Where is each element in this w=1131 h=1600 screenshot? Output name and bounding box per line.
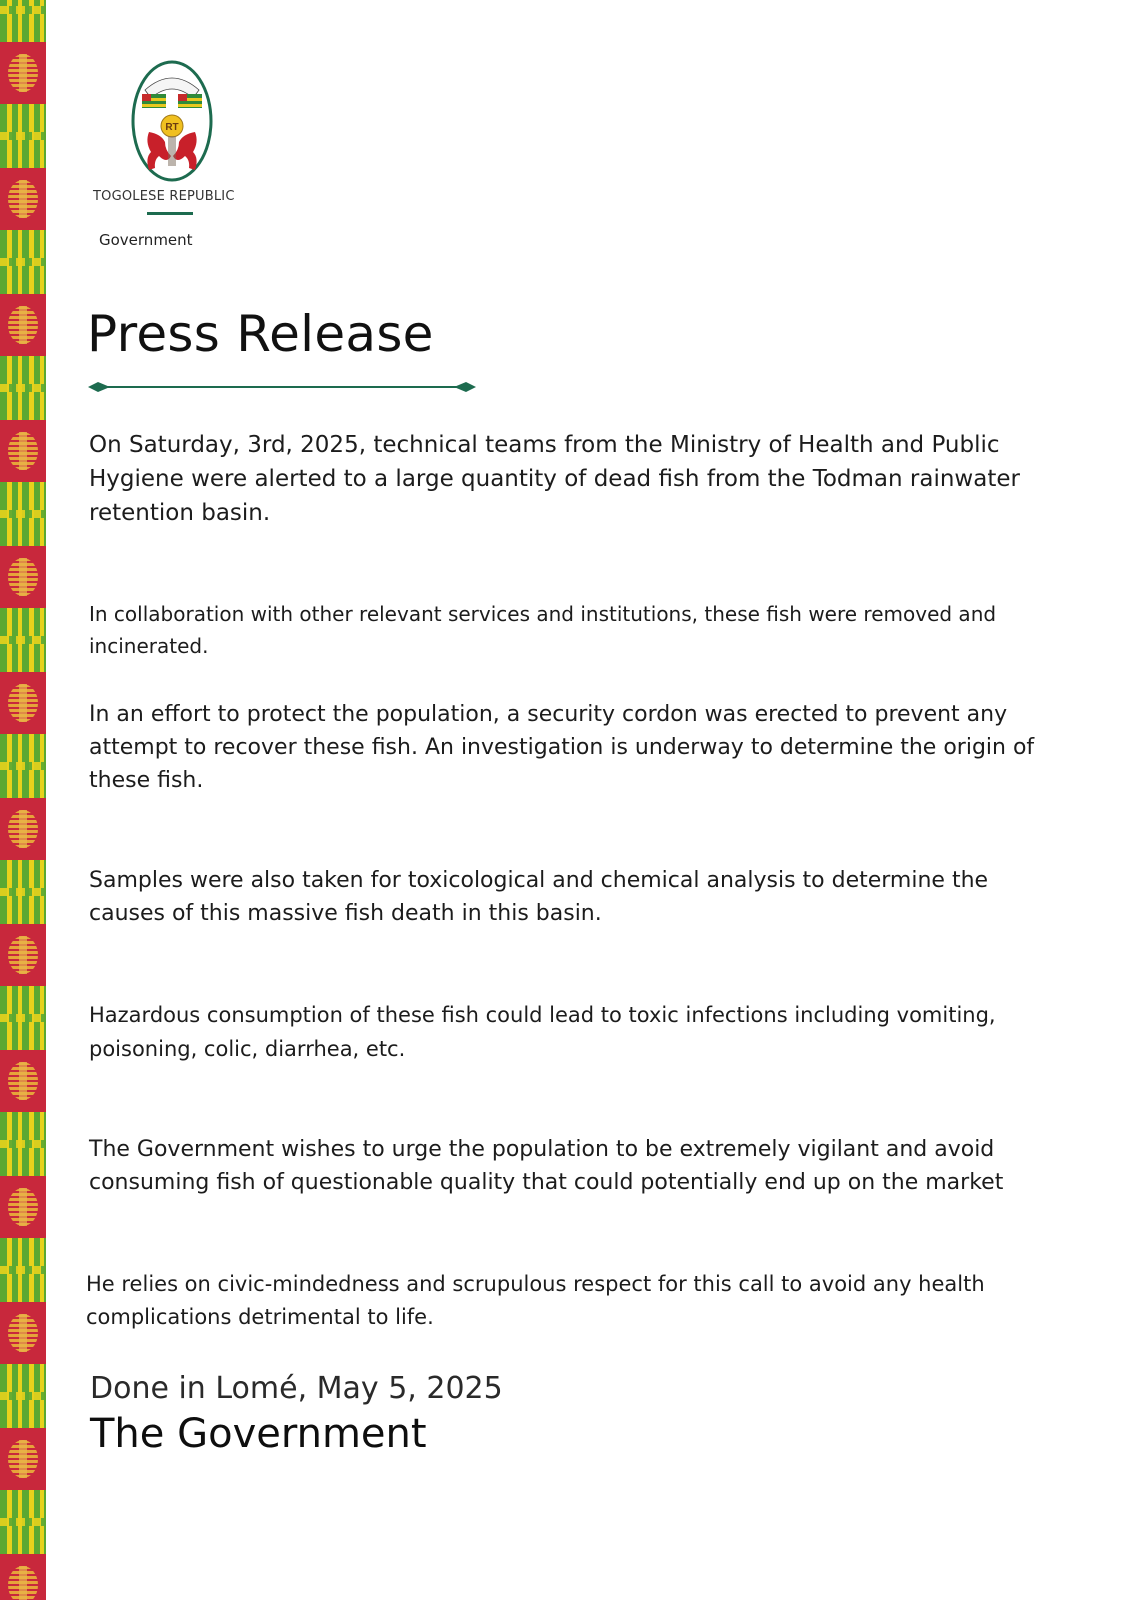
border-sun-motif: [0, 294, 46, 356]
sun-motif-icon: [8, 1440, 38, 1478]
government-label: Government: [99, 231, 193, 249]
sun-motif-icon: [8, 936, 38, 974]
border-sun-motif: [0, 1176, 46, 1238]
republic-label: TOGOLESE REPUBLIC: [93, 189, 235, 204]
border-sun-motif: [0, 1428, 46, 1490]
sun-motif-icon: [8, 1314, 38, 1352]
border-sun-motif: [0, 1050, 46, 1112]
border-sun-motif: [0, 168, 46, 230]
border-sun-motif: [0, 924, 46, 986]
kente-border: [0, 0, 46, 1600]
border-sun-motif: [0, 1554, 46, 1600]
border-stripe-motif: [0, 986, 46, 1050]
border-stripe-motif: [0, 1112, 46, 1176]
paragraph-removal: In collaboration with other relevant services and institutions, these fish were removed and incinerated.: [89, 602, 997, 658]
paragraph-health-risks: Hazardous consumption of these fish could lead to toxic infections including vomiting, poisoning, colic, diarrhea, etc.: [89, 1003, 996, 1061]
border-stripe-motif: [0, 356, 46, 420]
title-divider: [88, 380, 476, 394]
paragraph-security-cordon: In an effort to protect the population, a security cordon was erected to prevent any attempt to recover these fish. An investigation is underway to determine the origin of these fish.: [89, 702, 1035, 793]
sun-motif-icon: [8, 180, 38, 218]
svg-text:RT: RT: [165, 122, 179, 133]
sun-motif-icon: [8, 54, 38, 92]
border-sun-motif: [0, 1302, 46, 1364]
border-stripe-motif: [0, 482, 46, 546]
paragraph-vigilance: The Government wishes to urge the population to be extremely vigilant and avoid consuming fish of questionable quality that could potentially end up on the market: [89, 1137, 1004, 1195]
border-stripe-motif: [0, 0, 46, 42]
sun-motif-icon: [8, 432, 38, 470]
paragraph-civic-call: He relies on civic-mindedness and scrupulous respect for this call to avoid any health complications detrimental to life.: [86, 1272, 985, 1329]
border-stripe-motif: [0, 734, 46, 798]
sun-motif-icon: [8, 1062, 38, 1100]
paragraph-incident: On Saturday, 3rd, 2025, technical teams from the Ministry of Health and Public Hygiene were alerted to a large quantity of dead fish from the Todman rainwater retention basin.: [89, 432, 1020, 526]
sun-motif-icon: [8, 558, 38, 596]
place-and-date: Done in Lomé, May 5, 2025: [90, 1371, 503, 1406]
paragraph-samples: Samples were also taken for toxicological and chemical analysis to determine the causes of this massive fish death in this basin.: [89, 868, 989, 926]
sun-motif-icon: [8, 810, 38, 848]
sun-motif-icon: [8, 684, 38, 722]
page-title: Press Release: [87, 305, 434, 363]
border-stripe-motif: [0, 104, 46, 168]
sun-motif-icon: [8, 1566, 38, 1600]
border-stripe-motif: [0, 1490, 46, 1554]
border-sun-motif: [0, 420, 46, 482]
sun-motif-icon: [8, 1188, 38, 1226]
border-stripe-motif: [0, 608, 46, 672]
border-sun-motif: [0, 798, 46, 860]
border-stripe-motif: [0, 860, 46, 924]
border-stripe-motif: [0, 230, 46, 294]
coat-of-arms-emblem: [131, 60, 213, 182]
border-sun-motif: [0, 42, 46, 104]
border-sun-motif: [0, 546, 46, 608]
border-sun-motif: [0, 672, 46, 734]
header-divider: [147, 212, 193, 215]
border-stripe-motif: [0, 1364, 46, 1428]
sun-motif-icon: [8, 306, 38, 344]
signatory: The Government: [90, 1411, 427, 1457]
border-stripe-motif: [0, 1238, 46, 1302]
